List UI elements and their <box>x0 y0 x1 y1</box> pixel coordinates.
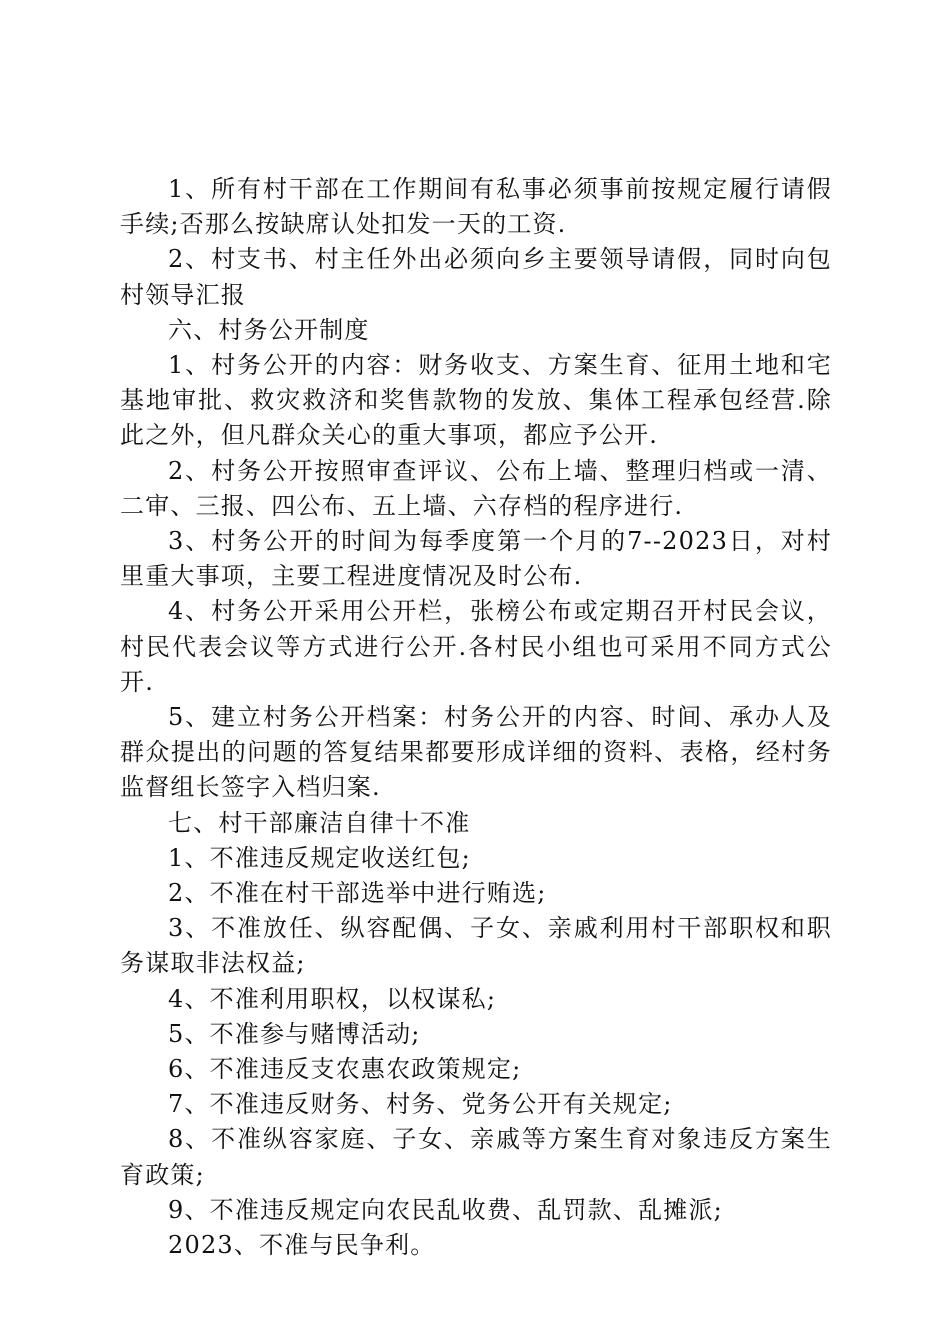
paragraph-disclosure-methods: 4、村务公开采用公开栏，张榜公布或定期召开村民会议，村民代表会议等方式进行公开.各村民小组也可采用不同方式公开. <box>120 597 832 696</box>
section-heading-ten-prohibitions: 七、村干部廉洁自律十不准 <box>168 808 471 837</box>
paragraph-disclosure-timing: 3、村务公开的时间为每季度第一个月的7--2023日，对村里重大事项，主要工程进度情况及时公布. <box>120 527 832 591</box>
list-item-prohibition-8: 8、不准纵容家庭、子女、亲戚等方案生育对象违反方案生育政策; <box>120 1125 832 1189</box>
list-item-prohibition-4: 4、不准利用职权，以权谋私; <box>168 984 497 1013</box>
paragraph-leave-procedure: 1、所有村干部在工作期间有私事必须事前按规定履行请假手续;否那么按缺席认处扣发一天的工资. <box>120 175 832 239</box>
paragraph-disclosure-procedure: 2、村务公开按照审查评议、公布上墙、整理归档或一清、二审、三报、四公布、五上墙、六存档的程序进行. <box>120 456 832 520</box>
paragraph-disclosure-archive: 5、建立村务公开档案：村务公开的内容、时间、承办人及群众提出的问题的答复结果都要形成详细的资料、表格，经村务监督组长签字入档归案. <box>120 703 832 802</box>
section-heading-village-affairs-disclosure: 六、村务公开制度 <box>168 315 370 344</box>
list-item-prohibition-2: 2、不准在村干部选举中进行贿选; <box>168 879 547 908</box>
list-item-prohibition-9: 9、不准违反规定向农民乱收费、乱罚款、乱摊派; <box>168 1195 723 1224</box>
paragraph-disclosure-content: 1、村务公开的内容：财务收支、方案生育、征用土地和宅基地审批、救灾救济和奖售款物的发放、集体工程承包经营.除此之外，但凡群众关心的重大事项，都应予公开. <box>120 351 832 450</box>
paragraph-leave-report: 2、村支书、村主任外出必须向乡主要领导请假，同时向包村领导汇报 <box>120 245 832 309</box>
list-item-prohibition-7: 7、不准违反财务、村务、党务公开有关规定; <box>168 1090 673 1119</box>
list-item-prohibition-10: 2023、不准与民争利。 <box>168 1231 436 1260</box>
list-item-prohibition-3: 3、不准放任、纵容配偶、子女、亲戚利用村干部职权和职务谋取非法权益; <box>120 914 832 978</box>
list-item-prohibition-6: 6、不准违反支农惠农政策规定; <box>168 1055 522 1084</box>
list-item-prohibition-1: 1、不准违反规定收送红包; <box>168 843 471 872</box>
document-page <box>120 172 832 1263</box>
list-item-prohibition-5: 5、不准参与赌博活动; <box>168 1019 421 1048</box>
